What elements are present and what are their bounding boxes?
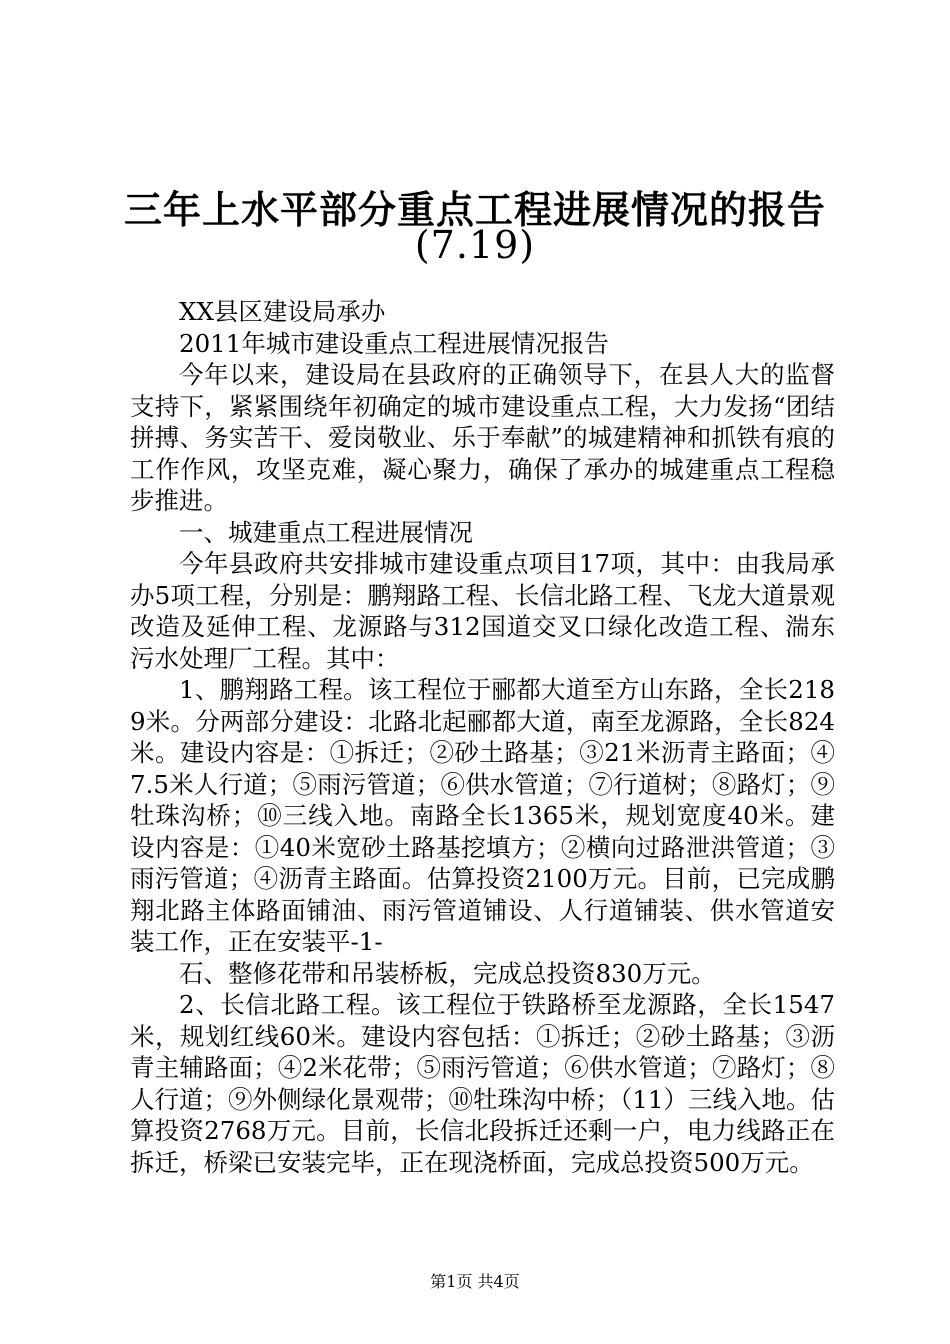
document-title-date: (7.19) xyxy=(414,223,536,267)
paragraph-overview: 今年县政府共安排城市建设重点项目17项，其中：由我局承办5项工程，分别是：鹏翔路工程、长信北路工程、飞龙大道景观改造及延伸工程、龙源路与312国道交叉口绿化改造工程、湍东污水处理厂工程。其中： xyxy=(130,549,835,673)
paragraph-report-name: 2011年城市建设重点工程进展情况报告 xyxy=(179,328,609,358)
section-heading-1: 一、城建重点工程进展情况 xyxy=(179,517,473,547)
paragraph-changxin-road: 2、长信北路工程。该工程位于铁路桥至龙源路，全长1547米，规划红线60米。建设内容包括：①拆迁；②砂土路基；③沥青主辅路面；④2米花带；⑤雨污管道；⑥供水管道；⑦路灯；⑧人行道；⑨外侧绿化景观带；⑩牡珠沟中桥；（11）三线入地。估算投资2768万元。目前，长信北段拆迁还剩一户，电力线路正在拆迁，桥梁已安装完毕，正在现浇桥面，完成总投资500万元。 xyxy=(130,990,835,1177)
page-footer: 第1页 共4页 xyxy=(430,1272,520,1291)
paragraph-pengxiang-continued: 石、整修花带和吊装桥板，完成总投资830万元。 xyxy=(179,958,716,988)
paragraph-intro: 今年以来，建设局在县政府的正确领导下，在县人大的监督支持下，紧紧围绕年初确定的城市建设重点工程，大力发扬“团结拼搏、务实苦干、爱岗敬业、乐于奉献”的城建精神和抓铁有痕的工作作风，攻坚克难，凝心聚力，确保了承办的城建重点工程稳步推进。 xyxy=(130,360,835,515)
paragraph-organizer: XX县区建设局承办 xyxy=(179,297,386,326)
document-body xyxy=(130,296,835,1178)
paragraph-pengxiang-road: 1、鹏翔路工程。该工程位于郦都大道至方山东路，全长2189米。分两部分建设：北路北起郦都大道，南至龙源路，全长824米。建设内容是：①拆迁；②砂土路基；③21米沥青主路面；④7.5米人行道；⑤雨污管道；⑥供水管道；⑦行道树；⑧路灯；⑨牡珠沟桥；⑩三线入地。南路全长1365米，规划宽度40米。建设内容是：①40米宽砂土路基挖填方；②横向过路泄洪管道；③雨污管道；④沥青主路面。估算投资2100万元。目前，已完成鹏翔北路主体路面铺油、雨污管道铺设、人行道铺装、供水管道安装工作，正在安装平-1- xyxy=(130,675,835,956)
document-title: 三年上水平部分重点工程进展情况的报告 xyxy=(123,187,826,232)
